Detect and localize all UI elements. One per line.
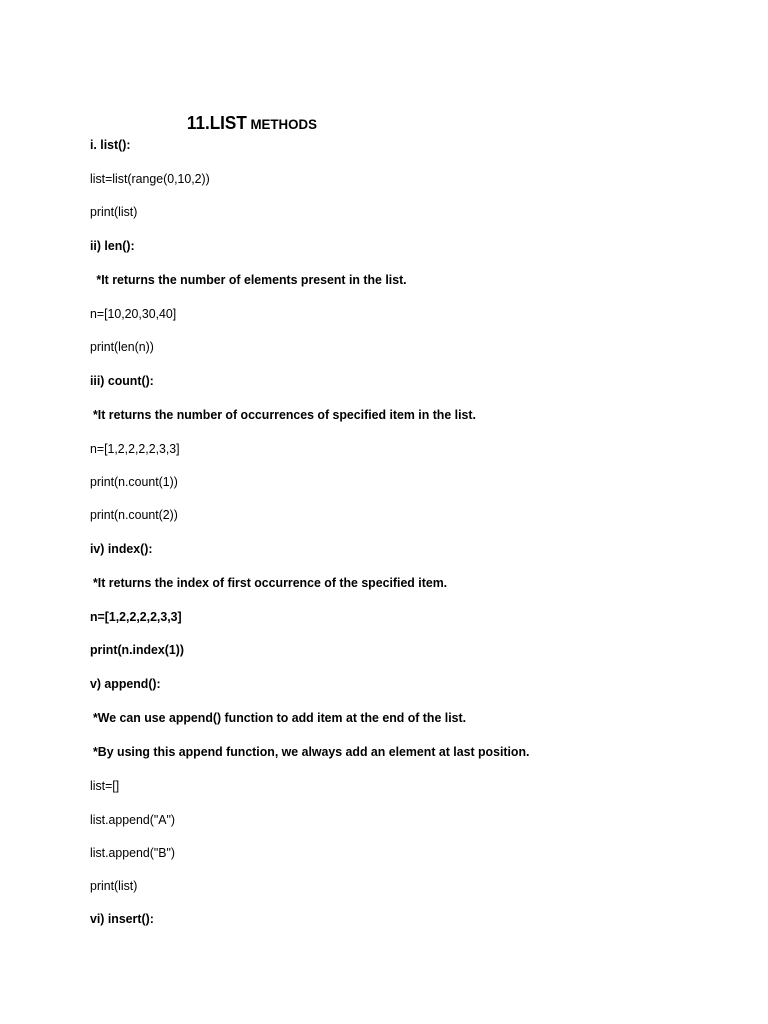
code-line: n=[10,20,30,40]: [90, 306, 177, 321]
code-line: print(len(n)): [90, 339, 154, 354]
section-heading-insert: vi) insert():: [90, 911, 154, 926]
description-line: *It returns the number of occurrences of specified item in the list.: [93, 407, 476, 422]
title-number: 11.: [186, 113, 210, 133]
description-line: *By using this append function, we always add an element at last position.: [93, 744, 530, 759]
section-heading-index: iv) index():: [90, 541, 153, 556]
code-line: print(n.count(2)): [90, 507, 178, 522]
code-line: print(list): [90, 878, 138, 893]
title-word-list: LIST: [209, 113, 247, 133]
code-line: n=[1,2,2,2,2,3,3]: [90, 441, 180, 456]
code-line: n=[1,2,2,2,2,3,3]: [90, 609, 182, 624]
code-line: list.append("B"): [90, 845, 175, 860]
code-line: print(n.index(1)): [90, 642, 184, 657]
code-line: list=list(range(0,10,2)): [90, 171, 210, 186]
section-heading-count: iii) count():: [90, 373, 154, 388]
code-line: list.append("A"): [90, 812, 175, 827]
description-line: *It returns the index of first occurrence of the specified item.: [93, 575, 448, 590]
section-heading-len: ii) len():: [90, 238, 135, 253]
page-title: [170, 95, 317, 152]
title-word-methods: METHODS: [246, 116, 317, 132]
description-line: *We can use append() function to add item at the end of the list.: [93, 710, 467, 725]
section-heading-append: v) append():: [90, 676, 161, 691]
section-heading-list: i. list():: [90, 137, 131, 152]
code-line: print(list): [90, 204, 138, 219]
code-line: print(n.count(1)): [90, 474, 178, 489]
description-line: *It returns the number of elements present in the list.: [93, 272, 407, 287]
code-line: list=[]: [90, 778, 120, 793]
